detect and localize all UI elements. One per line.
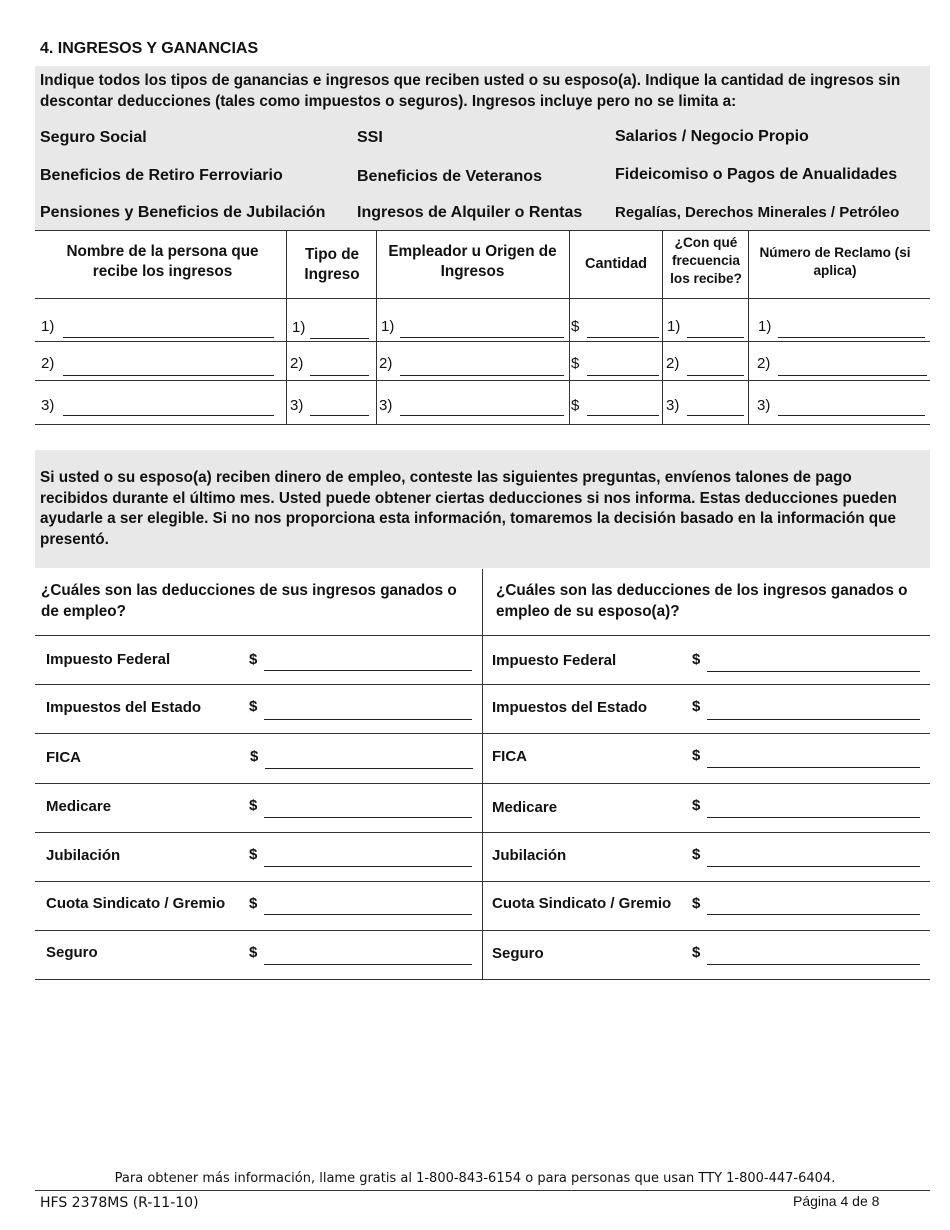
currency-sign: $ [571,318,580,335]
currency-sign: $ [692,698,701,715]
amount-field[interactable] [587,375,659,376]
claim-number-field[interactable] [778,415,925,416]
deduction-label: Cuota Sindicato / Gremio [46,895,226,912]
currency-sign: $ [692,747,701,764]
income-type: Seguro Social [40,129,147,146]
self-state-tax-field[interactable] [264,719,472,720]
income-type: SSI [357,129,383,146]
deduction-label: Impuestos del Estado [46,699,202,716]
name-field[interactable] [63,375,274,376]
deduction-label: Impuestos del Estado [492,699,648,716]
deduction-label: FICA [492,748,527,765]
currency-sign: $ [692,651,701,668]
section-title: 4. INGRESOS Y GANANCIAS [40,40,259,57]
deduction-label: Jubilación [46,847,121,864]
row-number: 1) [292,319,306,336]
claim-number-field[interactable] [778,375,927,376]
contact-note: Para obtener más información, llame gratis al 1-800-843-6154 o para personas que usan TTY 1-800-447-6404. [114,1171,836,1186]
amount-field[interactable] [587,415,659,416]
spouse-union-dues-field[interactable] [707,914,920,915]
deduction-label: FICA [46,749,81,766]
currency-sign: $ [249,846,258,863]
employer-field[interactable] [400,375,564,376]
employer-field[interactable] [400,415,564,416]
currency-sign: $ [692,944,701,961]
row-number: 3) [379,397,393,414]
employment-info-text: Si usted o su esposo(a) reciben dinero de empleo, conteste las siguientes preguntas, envíenos talones de pago recibidos durante el último mes. Usted puede obtener ciertas deducciones si nos informa. Estas deducciones pueden ayudarle a ser elegible. Si no nos proporciona esta información, tomaremos la decisión basado en la información que presentó. [40,469,897,548]
column-header-employer: Empleador u Origen de Ingresos [388,243,557,280]
self-retirement-field[interactable] [264,866,472,867]
currency-sign: $ [692,895,701,912]
column-header-amount: Cantidad [584,256,648,272]
income-type-field[interactable] [310,338,369,339]
claim-number-field[interactable] [778,337,925,338]
currency-sign: $ [249,651,258,668]
intro-text: Indique todos los tipos de ganancias e ingresos que reciben usted o su esposo(a). Indique la cantidad de ingresos sin descontar deducciones (tales como impuestos o seguros). Ingresos incluye pero no se limita a: [40,72,901,110]
question-spouse-deductions: ¿Cuáles son las deducciones de los ingresos ganados o empleo de su esposo(a)? [496,582,908,620]
row-number: 1) [667,318,681,335]
currency-sign: $ [249,944,258,961]
column-header-frequency: ¿Con qué frecuencia los recibe? [670,235,742,286]
spouse-state-tax-field[interactable] [707,719,920,720]
self-medicare-field[interactable] [264,817,472,818]
self-fica-field[interactable] [265,768,473,769]
page-number: Página 4 de 8 [793,1193,880,1209]
spouse-federal-tax-field[interactable] [707,671,920,672]
frequency-field[interactable] [687,337,744,338]
row-number: 3) [41,397,55,414]
income-type-field[interactable] [310,375,369,376]
currency-sign: $ [249,698,258,715]
income-type: Salarios / Negocio Propio [615,128,809,145]
deduction-label: Impuesto Federal [492,652,617,669]
currency-sign: $ [249,797,258,814]
footer-divider [35,1190,930,1191]
deduction-label: Jubilación [492,847,567,864]
column-header-claim-number: Número de Reclamo (si aplica) [759,245,911,278]
frequency-field[interactable] [687,415,744,416]
column-header-type: Tipo de Ingreso [304,246,360,283]
column-header-name: Nombre de la persona que recibe los ingresos [66,243,259,280]
spouse-retirement-field[interactable] [707,866,920,867]
name-field[interactable] [63,337,274,338]
row-number: 2) [757,355,771,372]
name-field[interactable] [63,415,274,416]
row-number: 1) [41,318,55,335]
income-type: Beneficios de Retiro Ferroviario [40,167,283,184]
row-number: 1) [381,318,395,335]
deduction-label: Impuesto Federal [46,651,171,668]
currency-sign: $ [571,355,580,372]
row-number: 2) [41,355,55,372]
row-number: 3) [666,397,680,414]
income-type-field[interactable] [310,415,369,416]
income-type: Regalías, Derechos Minerales / Petróleo [615,204,900,221]
frequency-field[interactable] [687,375,744,376]
spouse-insurance-field[interactable] [707,964,920,965]
deduction-label: Medicare [46,798,112,815]
currency-sign: $ [692,797,701,814]
amount-field[interactable] [587,337,659,338]
row-number: 3) [757,397,771,414]
deduction-label: Medicare [492,799,558,816]
self-union-dues-field[interactable] [264,914,472,915]
self-insurance-field[interactable] [264,964,472,965]
deduction-label: Seguro [46,944,98,961]
row-number: 3) [290,397,304,414]
deduction-label: Seguro [492,945,544,962]
currency-sign: $ [249,895,258,912]
form-id: HFS 2378MS (R-11-10) [40,1195,199,1211]
row-number: 2) [290,355,304,372]
currency-sign: $ [692,846,701,863]
currency-sign: $ [250,748,259,765]
employer-field[interactable] [400,337,564,338]
income-type: Pensiones y Beneficios de Jubilación [40,204,326,221]
self-federal-tax-field[interactable] [264,670,472,671]
income-type: Beneficios de Veteranos [357,168,542,185]
row-number: 1) [758,318,772,335]
income-type: Fideicomiso o Pagos de Anualidades [615,166,898,183]
spouse-fica-field[interactable] [707,767,920,768]
question-self-deductions: ¿Cuáles son las deducciones de sus ingresos ganados o de empleo? [41,582,457,620]
currency-sign: $ [571,397,580,414]
spouse-medicare-field[interactable] [707,817,920,818]
income-type: Ingresos de Alquiler o Rentas [357,204,583,221]
deduction-label: Cuota Sindicato / Gremio [492,895,672,912]
row-number: 2) [666,355,680,372]
row-number: 2) [379,355,393,372]
